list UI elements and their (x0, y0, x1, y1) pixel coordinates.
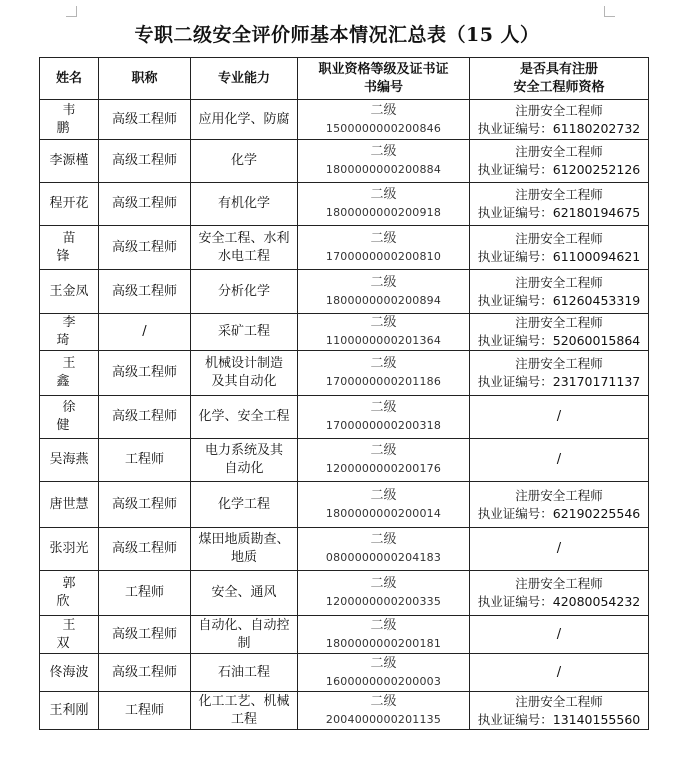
table-row (40, 482, 649, 528)
cert-level: 二级 (370, 187, 397, 202)
reg-line2: 执业证编号：61200252126 (477, 162, 641, 177)
skill-line1: 石油工程 (217, 664, 270, 680)
cell-reg (470, 482, 649, 528)
table-row (40, 351, 649, 396)
cert-level: 二级 (370, 144, 397, 159)
cell-skill (191, 654, 298, 692)
cell-name (40, 692, 99, 730)
cert-level: 二级 (370, 315, 397, 330)
header-reg (470, 58, 649, 100)
table-row (40, 140, 649, 183)
skill-line1: 化学 (230, 153, 257, 168)
skill-line1: 自动化、自动控 (198, 617, 290, 633)
cell-skill (191, 571, 298, 616)
cell-reg (470, 616, 649, 654)
cell-reg (470, 439, 649, 482)
cell-title: 高级工程师 (99, 270, 191, 314)
reg-line2: 执业证编号：52060015864 (477, 333, 641, 348)
cell-cert (298, 616, 470, 654)
skill-line1: 应用化学、防腐 (198, 111, 290, 127)
cell-cert (298, 183, 470, 226)
cell-name (40, 270, 99, 314)
cert-number: 1100000000201364 (325, 334, 442, 347)
cert-level: 二级 (370, 655, 397, 671)
reg-line1: 注册安全工程师 (515, 693, 603, 709)
cert-level: 二级 (370, 102, 397, 118)
cell-skill (191, 439, 298, 482)
cell-cert (298, 692, 470, 730)
cell-title: 高级工程师 (99, 100, 191, 140)
reg-line2: 执业证编号：62180194675 (477, 205, 641, 220)
cert-level: 二级 (370, 400, 397, 415)
cert-number: 2004000000201135 (325, 712, 442, 726)
reg-line1: / (556, 541, 562, 556)
cell-skill (191, 140, 298, 183)
cell-skill (191, 351, 298, 396)
table-row (40, 439, 649, 482)
cell-skill (191, 482, 298, 528)
person-name: 王 双 (56, 617, 88, 651)
cell-name (40, 226, 99, 270)
header-cert-line2: 书编号 (363, 79, 403, 95)
cell-name (40, 183, 99, 226)
skill-line1: 分析化学 (217, 283, 270, 299)
cell-reg (470, 140, 649, 183)
reg-line1: / (556, 409, 562, 424)
reg-line1: 注册安全工程师 (515, 102, 603, 118)
cert-level: 二级 (370, 274, 397, 290)
cell-cert (298, 314, 470, 351)
table-row (40, 270, 649, 314)
cell-title: 高级工程师 (99, 226, 191, 270)
cell-title: 高级工程师 (99, 482, 191, 528)
person-name: 程开花 (49, 196, 89, 211)
skill-line1: 安全工程、水利 (198, 230, 290, 246)
cert-number: 1800000000200884 (325, 163, 442, 176)
cell-name (40, 571, 99, 616)
skill-line1: 安全、通风 (211, 585, 277, 600)
reg-line1: 注册安全工程师 (515, 144, 603, 159)
reg-line1: 注册安全工程师 (515, 487, 603, 503)
reg-line1: 注册安全工程师 (515, 274, 603, 290)
cell-cert (298, 654, 470, 692)
header-title: 职称 (99, 58, 191, 100)
page-corner-mark-left (66, 6, 77, 17)
page-corner-mark-right (604, 6, 615, 17)
cell-title: / (99, 314, 191, 351)
cell-title: 高级工程师 (99, 396, 191, 439)
header-skill: 专业能力 (191, 58, 298, 100)
cell-title: 高级工程师 (99, 654, 191, 692)
person-name: 苗 锋 (56, 230, 88, 264)
cert-level: 二级 (370, 356, 397, 371)
table-row (40, 396, 649, 439)
table-row (40, 100, 649, 140)
skill-line2: 地质 (230, 550, 257, 565)
cell-cert (298, 100, 470, 140)
cell-cert (298, 140, 470, 183)
header-cert-line1: 职业资格等级及证书证 (318, 61, 449, 77)
reg-line1: 注册安全工程师 (515, 315, 603, 330)
table-row (40, 571, 649, 616)
table-header-row (40, 58, 649, 100)
cell-reg (470, 692, 649, 730)
reg-line2: 执业证编号：61100094621 (477, 248, 641, 264)
cert-level: 二级 (370, 532, 397, 547)
cert-level: 二级 (370, 617, 397, 633)
cert-level: 二级 (370, 487, 397, 503)
cell-name (40, 439, 99, 482)
reg-line1: / (556, 452, 562, 467)
table-row (40, 226, 649, 270)
cell-skill (191, 396, 298, 439)
table-body (40, 100, 649, 730)
cell-cert (298, 226, 470, 270)
cell-reg (470, 654, 649, 692)
cell-title: 高级工程师 (99, 183, 191, 226)
skill-line1: 电力系统及其 (204, 443, 283, 458)
reg-line1: / (556, 626, 562, 642)
person-name: 李 琦 (56, 315, 88, 348)
cell-title: 高级工程师 (99, 616, 191, 654)
person-name: 张羽光 (49, 541, 89, 556)
cell-cert (298, 482, 470, 528)
cell-skill (191, 616, 298, 654)
table-row (40, 314, 649, 351)
skill-line2: 自动化 (224, 461, 264, 476)
header-name: 姓名 (40, 58, 99, 100)
table-row (40, 654, 649, 692)
skill-line1: 煤田地质勘查、 (198, 532, 290, 547)
cell-reg (470, 528, 649, 571)
cert-level: 二级 (370, 443, 397, 458)
cert-number: 1800000000200918 (325, 206, 442, 219)
table-row (40, 616, 649, 654)
reg-line2: 执业证编号：61180202732 (477, 120, 641, 136)
cert-number: 1800000000200181 (325, 636, 442, 650)
cell-reg (470, 571, 649, 616)
cert-number: 1700000000201186 (325, 375, 442, 388)
cert-level: 二级 (370, 230, 397, 246)
cell-name (40, 351, 99, 396)
cell-name (40, 140, 99, 183)
cell-name (40, 654, 99, 692)
skill-line1: 化学工程 (217, 496, 270, 512)
cell-skill (191, 100, 298, 140)
reg-line1: 注册安全工程师 (515, 356, 603, 371)
person-name: 王 鑫 (56, 356, 88, 389)
cell-title: 高级工程师 (99, 528, 191, 571)
cell-name (40, 100, 99, 140)
skill-line1: 有机化学 (217, 196, 270, 211)
cell-name (40, 616, 99, 654)
skill-line2: 水电工程 (217, 248, 270, 264)
cert-number: 1800000000200894 (325, 293, 442, 307)
cell-cert (298, 270, 470, 314)
cell-reg (470, 396, 649, 439)
skill-line2: 工程 (230, 711, 257, 727)
cell-skill (191, 270, 298, 314)
header-reg-line2: 安全工程师资格 (513, 79, 605, 95)
cell-reg (470, 100, 649, 140)
cell-skill (191, 226, 298, 270)
table-row (40, 692, 649, 730)
cell-cert (298, 351, 470, 396)
cell-reg (470, 183, 649, 226)
cert-level: 二级 (370, 576, 397, 591)
cell-skill (191, 528, 298, 571)
cert-number: 0800000000204183 (325, 551, 442, 564)
person-name: 佟海波 (49, 664, 89, 680)
reg-line2: 执业证编号：13140155560 (477, 711, 641, 727)
skill-line2: 制 (237, 635, 251, 651)
person-name: 吴海燕 (49, 452, 89, 467)
reg-line1: / (556, 664, 562, 680)
cell-cert (298, 439, 470, 482)
cert-number: 1500000000200846 (325, 121, 442, 135)
cell-cert (298, 396, 470, 439)
cell-cert (298, 571, 470, 616)
cert-number: 1200000000200335 (325, 595, 442, 608)
person-name: 李源槿 (49, 153, 89, 168)
reg-line2: 执业证编号：23170171137 (477, 374, 641, 389)
cert-number: 1200000000200176 (325, 462, 442, 475)
cell-title: 高级工程师 (99, 351, 191, 396)
person-name: 唐世慧 (49, 496, 89, 512)
reg-line1: 注册安全工程师 (515, 187, 603, 202)
cert-number: 1700000000200318 (325, 419, 442, 432)
skill-line1: 化工工艺、机械 (198, 693, 290, 709)
cell-skill (191, 183, 298, 226)
cell-reg (470, 226, 649, 270)
cell-title: 工程师 (99, 571, 191, 616)
cell-title: 工程师 (99, 439, 191, 482)
reg-line2: 执业证编号：42080054232 (477, 594, 641, 609)
reg-line2: 执业证编号：61260453319 (477, 292, 641, 308)
cell-reg (470, 351, 649, 396)
person-name: 韦 鹏 (56, 102, 88, 136)
cell-reg (470, 314, 649, 351)
cert-number: 1700000000200810 (325, 249, 442, 263)
skill-line2: 及其自动化 (211, 374, 277, 389)
cell-skill (191, 692, 298, 730)
reg-line2: 执业证编号：62190225546 (477, 505, 641, 521)
cell-skill (191, 314, 298, 351)
skill-line1: 采矿工程 (217, 324, 270, 339)
person-name: 王利刚 (49, 702, 89, 718)
reg-line1: 注册安全工程师 (515, 230, 603, 246)
skill-line1: 化学、安全工程 (198, 409, 290, 424)
cert-level: 二级 (370, 693, 397, 709)
person-name: 徐 健 (56, 400, 88, 433)
person-name: 王金凤 (49, 283, 89, 299)
cell-title: 高级工程师 (99, 140, 191, 183)
cell-reg (470, 270, 649, 314)
person-name: 郭 欣 (56, 576, 88, 609)
cell-cert (298, 528, 470, 571)
header-reg-line1: 是否具有注册 (519, 61, 598, 77)
cell-name (40, 314, 99, 351)
cert-number: 1800000000200014 (325, 506, 442, 520)
summary-table (39, 57, 649, 730)
cert-number: 1600000000200003 (325, 674, 442, 688)
skill-line1: 机械设计制造 (204, 356, 283, 371)
reg-line1: 注册安全工程师 (515, 576, 603, 591)
cell-title: 工程师 (99, 692, 191, 730)
header-cert (298, 58, 470, 100)
cell-name (40, 528, 99, 571)
cell-name (40, 396, 99, 439)
cell-name (40, 482, 99, 528)
page-title: 专职二级安全评价师基本情况汇总表（15 人） (134, 24, 540, 46)
table-row (40, 183, 649, 226)
table-row (40, 528, 649, 571)
